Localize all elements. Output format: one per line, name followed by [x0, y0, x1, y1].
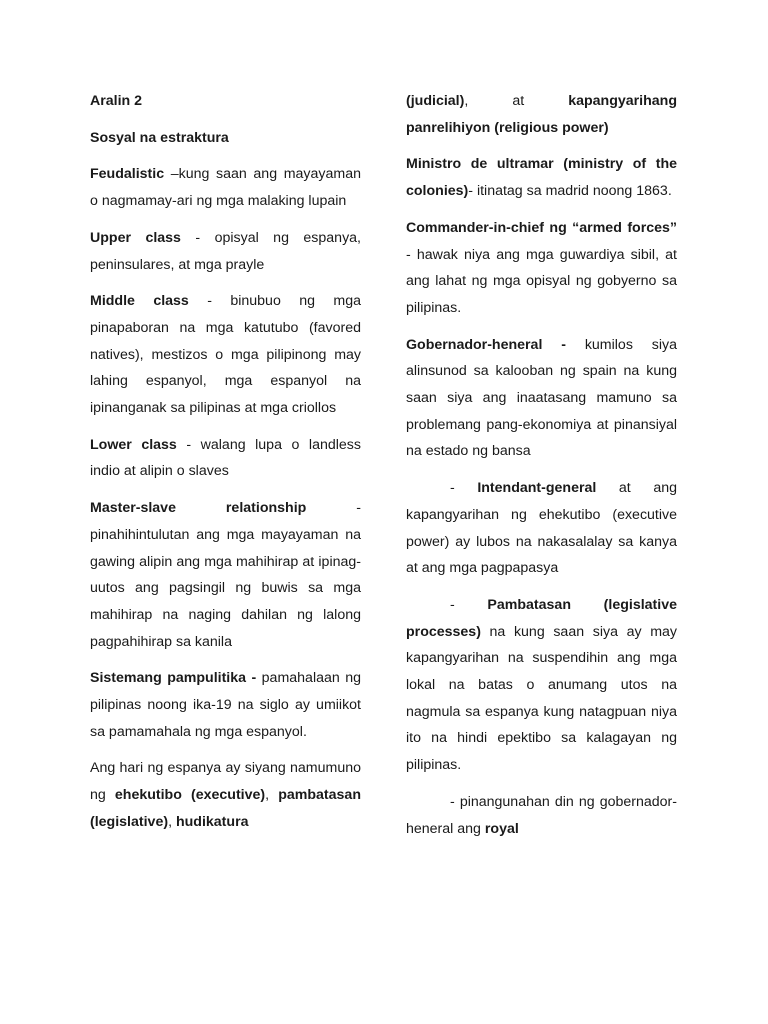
term-royal: royal	[484, 820, 519, 837]
definition-sistemang-pampulitika: pamahalaan ng pilipinas noong ika-19 na siglo ay umiikot sa pamamahala ng mga espanyol.	[90, 670, 361, 740]
paragraph-commander	[406, 215, 677, 322]
term-ehekutibo: ehekutibo (executive)	[114, 787, 266, 804]
document-title: Aralin 2	[90, 93, 143, 109]
right-column	[406, 88, 677, 852]
definition-middle-class: - binubuo ng mga pinapaboran na mga katutubo (favored natives), mestizos o mga pilipinong may lahing espanyol, mga espanyol na ipinanganak sa pilipinas at mga criollos	[90, 293, 361, 417]
definition-feudalistic: –kung saan ang mayayaman o nagmamay-ari ng mga malaking lupain	[90, 166, 361, 210]
term-upper-class: Upper class	[90, 229, 181, 246]
definition-lower-class: - walang lupa o landless indio at alipin o slaves	[90, 436, 361, 480]
left-column	[90, 88, 361, 846]
definition-ministro: - itinatag sa madrid noong 1863.	[468, 183, 672, 200]
term-pambatasan-legislative: Pambatasan (legislative processes)	[406, 596, 677, 640]
definition-pambatasan: na kung saan siya ay may kapangyarihan na suspendihin ang mga lokal na batas o anumang utos na nagmula sa espanya kung natagpuan niya ito na hindi epektibo sa kalagayan ng pilipinas.	[406, 623, 677, 774]
term-feudalistic: Feudalistic	[90, 166, 165, 183]
bullet-dash: -	[450, 596, 488, 613]
term-hudikatura: hudikatura	[175, 813, 249, 830]
paragraph-ministro	[406, 151, 677, 204]
paragraph-master-slave	[90, 495, 361, 655]
bullet-dash: -	[450, 793, 460, 810]
term-master-slave: Master-slave relationship	[90, 500, 307, 517]
term-intendant: Intendant-general	[477, 480, 597, 497]
paragraph-intendant	[406, 475, 677, 582]
paragraph-hari: Ang hari ng espanya ay siyang namumuno ng ehekutibo (executive), pambatasan (legislative), hudikatura	[90, 760, 361, 830]
paragraph-gobernador	[406, 332, 677, 466]
bullet-dash: -	[450, 480, 478, 497]
paragraph-sistemang-pampulitika	[90, 665, 361, 745]
term-judicial: (judicial)	[406, 93, 465, 109]
term-pambatasan: pambatasan (legislative)	[90, 787, 361, 830]
term-sistemang-pampulitika: Sistemang pampulitika -	[90, 670, 257, 687]
text-pinangunahan: pinangunahan din ng gobernador-heneral ang	[406, 793, 677, 837]
paragraph-middle-class	[90, 288, 361, 422]
term-ministro: Ministro de ultramar (ministry of the colonies)	[406, 156, 677, 200]
paragraph-lower-class	[90, 432, 361, 485]
term-commander: Commander-in-chief ng “armed forces”	[406, 219, 677, 236]
definition-upper-class: - opisyal ng espanya, peninsulares, at mga prayle	[90, 229, 361, 273]
definition-commander: - hawak niya ang mga guwardiya sibil, at ang lahat ng mga opisyal ng gobyerno sa pilipinas.	[406, 246, 677, 316]
term-religious-power: kapangyarihang panrelihiyon (religious power)	[406, 93, 677, 136]
section-heading: Sosyal na estraktura	[90, 129, 229, 146]
term-lower-class: Lower class	[90, 436, 177, 453]
paragraph-upper-class	[90, 225, 361, 278]
paragraph-feudalistic	[90, 161, 361, 214]
term-gobernador: Gobernador-heneral -	[406, 336, 566, 353]
definition-gobernador: kumilos siya alinsunod sa kalooban ng spain na kung saan siya ang inaatasang mamuno sa problemang pang-ekonomiya at pinansiyal na estado ng bansa	[406, 336, 677, 460]
definition-intendant: at ang kapangyarihan ng ehekutibo (executive power) ay lubos na nakasalalay sa kanya at ang mga pagpapasya	[406, 480, 678, 577]
paragraph-pambatasan	[406, 592, 677, 779]
term-middle-class: Middle class	[90, 293, 189, 310]
definition-master-slave: - pinahihintulutan ang mga mayayaman na gawing alipin ang mga mahihirap at ipinag-uutos ang pagsingil ng buwis sa mga mahihirap na naging dahilan ng lalong pagpahihirap sa kanila	[90, 500, 362, 650]
paragraph-continuation: (judicial), at kapangyarihang panrelihiyon (religious power)	[406, 93, 677, 136]
paragraph-pinangunahan	[406, 789, 677, 842]
